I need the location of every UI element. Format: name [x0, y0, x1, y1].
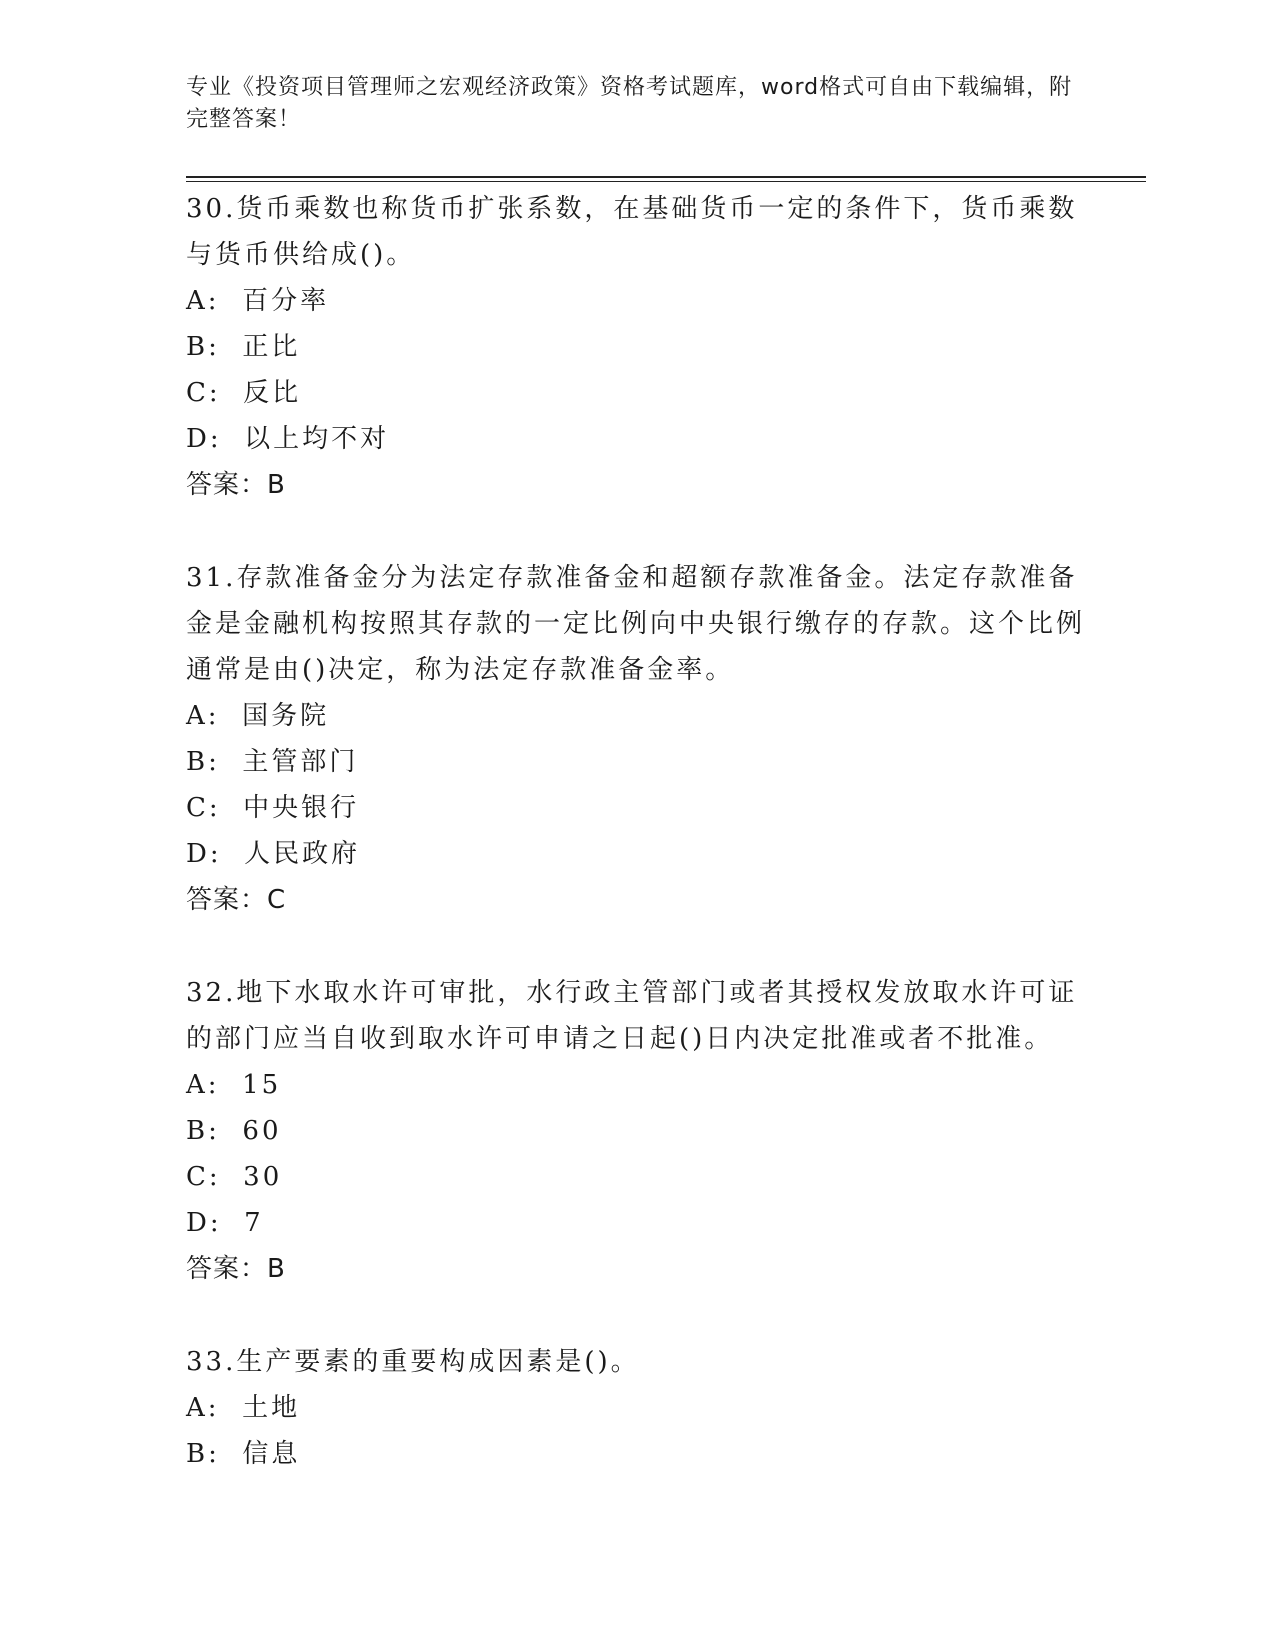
question-33 [186, 1339, 1086, 1477]
option-b: B: 60 [186, 1116, 282, 1146]
option-b: B: 正比 [186, 332, 301, 362]
option-d: D: 以上均不对 [186, 424, 390, 454]
option-a: A: 土地 [186, 1393, 301, 1423]
question-stem: 31.存款准备金分为法定存款准备金和超额存款准备金。法定存款准备金是金融机构按照其存款的一定比例向中央银行缴存的存款。这个比例通常是由()决定，称为法定存款准备金率。 [186, 563, 1086, 685]
option-d: D: 人民政府 [186, 839, 361, 869]
option-a: A: 国务院 [186, 701, 330, 731]
question-30 [186, 186, 1086, 508]
question-stem: 33.生产要素的重要构成因素是()。 [186, 1347, 640, 1377]
option-c: C: 30 [186, 1162, 283, 1192]
option-a: A: 百分率 [186, 286, 330, 316]
header-divider-thin [186, 181, 1146, 182]
question-stem: 32.地下水取水许可审批，水行政主管部门或者其授权发放取水许可证的部门应当自收到取水许可申请之日起()日内决定批准或者不批准。 [186, 978, 1078, 1054]
question-stem: 30.货币乘数也称货币扩张系数，在基础货币一定的条件下，货币乘数与货币供给成()。 [186, 194, 1078, 270]
answer: 答案：B [186, 1254, 286, 1284]
option-a: A: 15 [186, 1070, 282, 1100]
answer: 答案：C [186, 885, 287, 915]
question-list [186, 186, 1086, 1524]
option-b: B: 主管部门 [186, 747, 359, 777]
answer: 答案：B [186, 470, 286, 500]
option-b: B: 信息 [186, 1439, 301, 1469]
option-c: C: 中央银行 [186, 793, 360, 823]
document-header: 专业《投资项目管理师之宏观经济政策》资格考试题库，word格式可自由下载编辑，附完整答案！ [186, 75, 1073, 132]
question-31 [186, 555, 1086, 923]
option-c: C: 反比 [186, 378, 302, 408]
header-divider-thick [186, 176, 1146, 178]
option-d: D: 7 [186, 1208, 264, 1238]
question-32 [186, 970, 1086, 1292]
